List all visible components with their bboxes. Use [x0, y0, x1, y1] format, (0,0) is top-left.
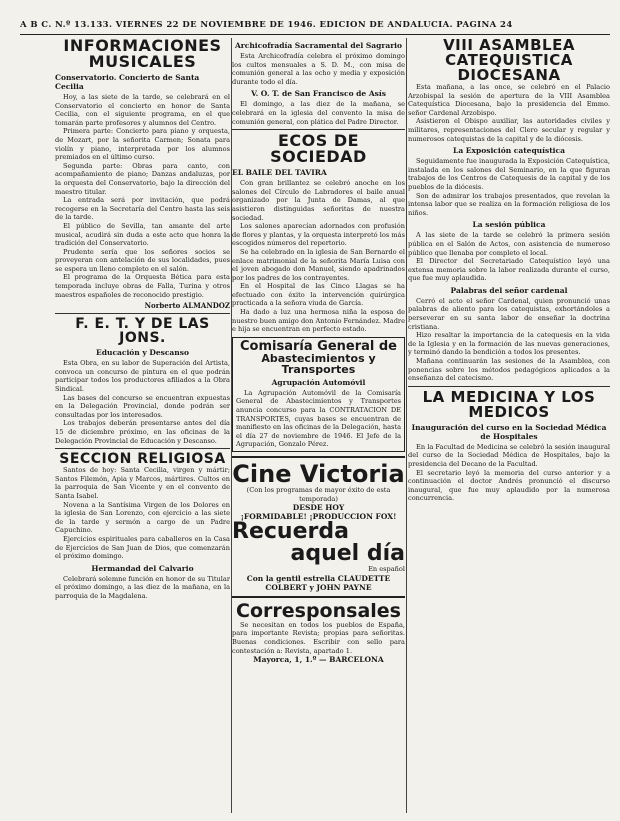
- paragraph: El secretario leyó la memoria del curso anterior y a continuación el doctor Andrés pronunció el discurso inaugural, que fue muy aplaudido por la numerosa concurrencia.: [408, 468, 610, 503]
- divider: [55, 448, 230, 449]
- divider: [232, 456, 405, 458]
- paragraph: Novena a la Santísima Virgen de los Dolores en la iglesia de San Lorenzo, con ejercicio a las siete de la tarde y sermón a cargo de un Padre Capuchino.: [55, 500, 230, 535]
- paragraph: Hoy, a las siete de la tarde, se celebrará en el Conservatorio el concierto en honor de Santa Cecilia, con el siguiente programa, en el que tomarán parte profesores y alumnos del Centro.: [55, 93, 230, 127]
- paragraph: Celebrará solemne función en honor de su Titular el próximo domingo, a las diez de la mañana, en la parroquia de la Magdalena.: [55, 574, 230, 600]
- subheading-vot-san-francisco: V. O. T. de San Francisco de Asís: [251, 89, 386, 99]
- subheading-sociedad-medica: Inauguración del curso en la Sociedad Médica de Hospitales: [411, 422, 607, 441]
- headline-fet-jons: F. E. T. Y DE LAS JONS.: [75, 316, 210, 347]
- column-left: [55, 38, 230, 813]
- paragraph: El Director del Secretariado Catequístico leyó una extensa memoria sobre la labor realizada durante el curso, que fue muy aplaudida.: [408, 257, 610, 283]
- paragraph: Mañana continuarán las sesiones de la Asamblea, con ponencias sobre los métodos pedagógicos aplicados a la enseñanza del catecismo.: [408, 357, 610, 383]
- paragraph: Esta Obra, en su labor de Superación del Artista, convoca un concurso de pintura en el que podrán participar todos los productores afiliados a la Obra Sindical.: [55, 359, 230, 394]
- headline-asamblea-catequistica: VIII ASAMBLEA CATEQUISTICA DIOCESANA: [443, 38, 575, 84]
- headline-ecos-sociedad: ECOS DE SOCIEDAD: [270, 131, 367, 167]
- ad-corresponsales-address: Mayorca, 1, 1.º — BARCELONA: [253, 655, 384, 665]
- paragraph: El programa de la Orquesta Bética para esta temporada incluye obras de Falla, Turina y otros maestros españoles de reconocido prestigio.: [55, 273, 230, 299]
- paragraph: Prudente sería que los señores socios se proveyeran con antelación de sus localidades, pues se espera un lleno completo en el salón.: [55, 247, 230, 273]
- paragraph: En el Hospital de las Cinco Llagas se ha efectuado con éxito la intervención quirúrgica practicada a la señora viuda de García.: [232, 282, 405, 308]
- masthead: A B C. N.º 13.133. VIERNES 22 DE NOVIEMBRE DE 1946. EDICION DE ANDALUCIA. PAGINA 24: [20, 20, 610, 35]
- paragraph: Se ha celebrado en la iglesia de San Bernardo el enlace matrimonial de la señorita María Luisa con el joven abogado don Manuel, siendo apadrinados por los padres de los contrayentes.: [232, 247, 405, 282]
- paragraph: Los trabajos deberán presentarse antes del día 15 de diciembre próximo, en las oficinas de la Delegación Provincial de Educación y Descanso.: [55, 419, 230, 445]
- paragraph: En la Facultad de Medicina se celebró la sesión inaugural del curso de la Sociedad Médica de Hospitales, bajo la presidencia del Decano de la Facultad.: [408, 442, 610, 468]
- subheading-exposicion: La Exposición catequística: [453, 146, 565, 156]
- divider: [232, 596, 405, 598]
- ad-cine-today: DESDE HOY: [292, 503, 345, 513]
- paragraph: Santos de hoy: Santa Cecilia, virgen y mártir; Santos Filemón, Apia y Marcos, mártires. Cultos en la parroquia de San Vicente y en el convento de Santa Isabel.: [55, 466, 230, 500]
- ad-comisaria-text: La Agrupación Automóvil de la Comisaría General de Abastecimientos y Transportes anuncia concurso para la CONTRATACION DE TRANSPORTES, cuyas bases se encuentran de manifiesto en las oficinas de la Delegación, hasta el día 27 de noviembre de 1946. El Jefe de la Agrupación, Gonzalo Pérez.: [236, 388, 401, 449]
- divider: [232, 129, 405, 130]
- paragraph: Ha dado a luz una hermosa niña la esposa de nuestro buen amigo don Antonio Fernández. Madre e hija se encuentran en perfecto estado.: [232, 308, 405, 334]
- ad-comisaria: [232, 337, 405, 452]
- ad-comisaria-subtitle: Agrupación Automóvil: [271, 377, 366, 387]
- divider: [55, 313, 230, 314]
- paragraph: Primera parte: Concierto para piano y orquesta, de Mozart, por la señorita Carmen; Sonata para violín y piano, interpretada por los alumnos premiados en el último curso.: [55, 127, 230, 162]
- divider: [408, 386, 610, 387]
- paragraph: Segunda parte: Obras para canto, con acompañamiento de piano; Danzas andaluzas, por la orquesta del Conservatorio, bajo la dirección del maestro titular.: [55, 161, 230, 196]
- paragraph: Ejercicios espirituales para caballeros en la Casa de Ejercicios de San Juan de Dios, que comenzarán el próximo domingo.: [55, 534, 230, 561]
- paragraph: La entrada será por invitación, que podrá recogerse en la Secretaría del Centro hasta las seis de la tarde.: [55, 196, 230, 222]
- paragraph: Son de admirar los trabajos presentados, que revelan la intensa labor que se realiza en la formación religiosa de los niños.: [408, 191, 610, 217]
- paragraph: Esta mañana, a las once, se celebró en el Palacio Arzobispal la sesión de apertura de la VIII Asamblea Catequística Diocesana, bajo la presidencia del Emmo. señor Cardenal Arzobispo.: [408, 83, 610, 117]
- column-right: [408, 38, 610, 813]
- paragraph: A las siete de la tarde se celebró la primera sesión pública en el Salón de Actos, con asistencia de numeroso público que llenaba por completo el local.: [408, 231, 610, 257]
- paragraph: Las bases del concurso se encuentran expuestas en la Delegación Provincial, donde podrán ser consultadas por los interesados.: [55, 393, 230, 419]
- paragraph: Los salones aparecían adornados con profusión de flores y plantas, y la orquesta interpretó los más escogidos números del repertorio.: [232, 222, 405, 248]
- ad-cine-note: (Con los programas de mayor éxito de esta temporada): [246, 486, 391, 503]
- ad-cine-victoria-title: Cine Victoria: [232, 460, 405, 488]
- subheading-palabras-cardenal: Palabras del señor cardenal: [450, 285, 568, 295]
- column-divider: [406, 38, 407, 813]
- paragraph: El domingo, a las diez de la mañana, se celebrará en la iglesia del convento la misa de comunión general, con plática del Padre Director.: [232, 100, 405, 126]
- paragraph: El público de Sevilla, tan amante del arte musical, acudirá sin duda a este acto que honra la tradición del Conservatorio.: [55, 221, 230, 248]
- subheading-sesion-publica: La sesión pública: [472, 220, 546, 230]
- paragraph: Esta Archicofradía celebra el próximo domingo los cultos mensuales a S. D. M., con misa de comunión general a las ocho y media y exposición durante todo el día.: [232, 52, 405, 86]
- subheading-educacion-descanso: Educación y Descanso: [96, 348, 189, 358]
- paragraph: Hizo resaltar la importancia de la catequesis en la vida de la Iglesia y en la formación de las nuevas generaciones, y terminó dando la bendición a todos los presentes.: [408, 331, 610, 357]
- subheading-baile: EL BAILE DEL TAVIRA: [232, 168, 327, 178]
- ad-film-language: En español: [368, 565, 405, 574]
- paragraph: Cerró el acto el señor Cardenal, quien pronunció unas palabras de aliento para los catequistas, exhortándoles a perseverar en su santa labor de enseñar la doctrina cristiana.: [408, 296, 610, 331]
- paragraph: Con gran brillantez se celebró anoche en los salones del Círculo de Labradores el baile anual organizado por la Junta de Damas, al que asistieron distinguidas señoritas de nuestra sociedad.: [232, 179, 405, 222]
- column-middle: [232, 38, 405, 813]
- ad-comisaria-title-1: Comisaría General de: [240, 338, 397, 354]
- subheading-archicofradia: Archicofradía Sacramental del Sagrario: [234, 41, 403, 50]
- ad-film-title-1: Recuerda: [232, 519, 349, 545]
- ad-comisaria-title-2: Abastecimientos y Transportes: [261, 351, 376, 376]
- paragraph: Asistieron el Obispo auxiliar, las autoridades civiles y militares, representaciones del Clero secular y regular y numerosos catequistas de la capital y de la diócesis.: [408, 117, 610, 143]
- ad-film-title-2: aquel día: [290, 541, 405, 567]
- ad-film-cast: Con la gentil estrella CLAUDETTE COLBERT y JOHN PAYNE: [246, 573, 391, 592]
- paragraph: Seguidamente fue inaugurada la Exposición Catequística, instalada en los salones del Seminario, en la que figuran trabajos de los Centros de Catequesis de la capital y de los pueblos de la diócesis.: [408, 157, 610, 191]
- subheading-hermandad-calvario: Hermandad del Calvario: [91, 563, 194, 573]
- subheading-conservatorio: Conservatorio. Concierto de Santa Cecilia: [55, 73, 200, 91]
- headline-medicina: LA MEDICINA Y LOS MEDICOS: [422, 387, 596, 421]
- signature: Norberto ALMANDOZ: [144, 301, 230, 311]
- headline-seccion-religiosa: SECCION RELIGIOSA: [59, 451, 226, 468]
- ad-corresponsales-text: Se necesitan en todos los pueblos de España, para importante Revista; propias para señoritas. Buenas condiciones. Escribir con sello para contestación a: Revista, apartado 1.: [232, 620, 405, 655]
- ad-cine-studio: ¡FORMIDABLE! ¡PRODUCCION FOX!: [240, 512, 397, 522]
- headline-informaciones-musicales: INFORMACIONES MUSICALES: [63, 38, 222, 71]
- ad-corresponsales-title: Corresponsales: [236, 599, 401, 622]
